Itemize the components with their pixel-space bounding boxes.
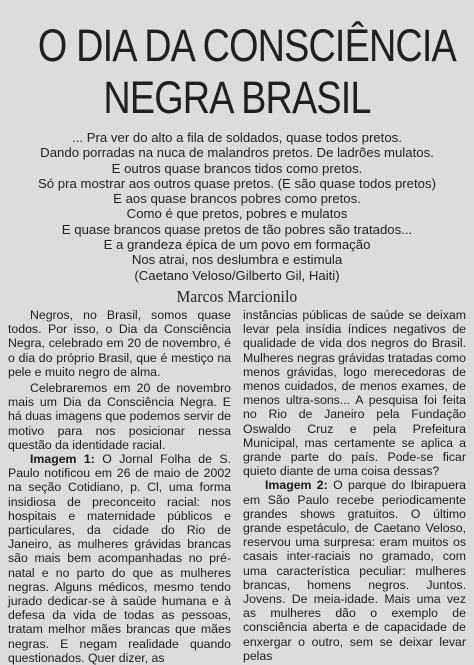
article-paragraph: Negros, no Brasil, somos quase todos. Por isso, o Dia da Consciência Negra, celebrado em 20 de novembro, é o dia do próprio Brasil, que é mestiço na pele e muito negro de alma. (8, 308, 231, 379)
poem-line: Só pra mostrar aos outros quase pretos. (E são quase todos pretos) (37, 175, 437, 191)
image-1-text: O Jornal Folha de S. Paulo notificou em 26 de maio de 2002 na seção Cotidiano, p. Cl, uma forma insidiosa de preconceito racial: nos hospitais e maternidade públicos e particulares, da cidade do Rio de Janeiro, as mulheres grávidas brancas são mais bem acompanhadas no pré-natal e no parto do que as mulheres negras. Alguns médicos, mesmo tendo jurado dedicar-se à saúde humana e à defesa da vida de todas as pessoas, tratam melhor mães brancas que mães negras. E negam realidade quando questionados. Quer dizer, as (8, 452, 231, 665)
article-body (8, 308, 466, 665)
headline-line-2: NEGRA BRASIL (103, 72, 371, 123)
poem-line: E a grandeza épica de um povo em formação (103, 237, 371, 253)
image-1-lead: Imagem 1: (30, 452, 95, 467)
article-paragraph: Celebraremos em 20 de novembro mais um Dia da Consciência Negra. E há duas imagens que podemos servir de motivo para nos posicionar nessa questão da identidade racial. (8, 381, 231, 452)
article-paragraph: instâncias públicas de saúde se deixam levar pela insídia índices negativos de qualidade de vida dos negros do Brasil. Mulheres negras grávidas tratadas como menos grávidas, logo merecedoras de menos cuidados, de menos exames, de menos ultra-sons... A pesquisa foi feita no Rio de Janeiro pela Fundação Oswaldo Cruz e pela Prefeitura Municipal, mas certamente se aplica a grande parte do país. Pode-se ficar quieto diante de uma coisa dessas? (243, 308, 466, 479)
article-column-left (8, 308, 231, 665)
poem-line: Como é que pretos, pobres e mulatos (126, 206, 348, 222)
article-paragraph (8, 452, 231, 665)
article-paragraph (243, 478, 466, 663)
poem-line: ... Pra ver do alto a fila de soldados, quase todos pretos. (72, 130, 402, 145)
author-byline: Marcos Marcionilo (176, 287, 298, 306)
image-2-text: O parque do Ibirapuera em São Paulo recebe periodicamente grandes shows gratuitos. O último grande espetáculo, de Caetano Veloso, reservou uma surpresa: eram muitos os casais inter-raciais no gramado, com uma característica peculiar: mulheres brancas, homens negros. Juntos. Jovens. De meia-idade. Mais uma vez as mulheres dão o exemplo de consciência aberta e de capacidade de enxergar o outro, sem se deixar levar pelas (243, 478, 466, 663)
article-column-right (243, 308, 466, 663)
poem-line: Dando porradas na nuca de malandros pretos. De ladrões mulatos. (40, 145, 434, 161)
epigraph-poem (0, 130, 474, 283)
poem-line: Nos atrai, nos deslumbra e estimula (131, 252, 343, 268)
poem-attribution: (Caetano Veloso/Gilberto Gil, Haiti) (134, 267, 340, 283)
image-2-lead: Imagem 2: (265, 478, 328, 493)
headline-line-1: O DIA DA CONSCIÊNCIA (37, 20, 456, 71)
poem-line: E outros quase brancos tidos como pretos. (111, 160, 363, 176)
poem-line: E aos quase brancos pobres como pretos. (113, 191, 361, 207)
poem-line: E quase brancos quase pretos de tão pobres são tratados... (61, 221, 413, 237)
